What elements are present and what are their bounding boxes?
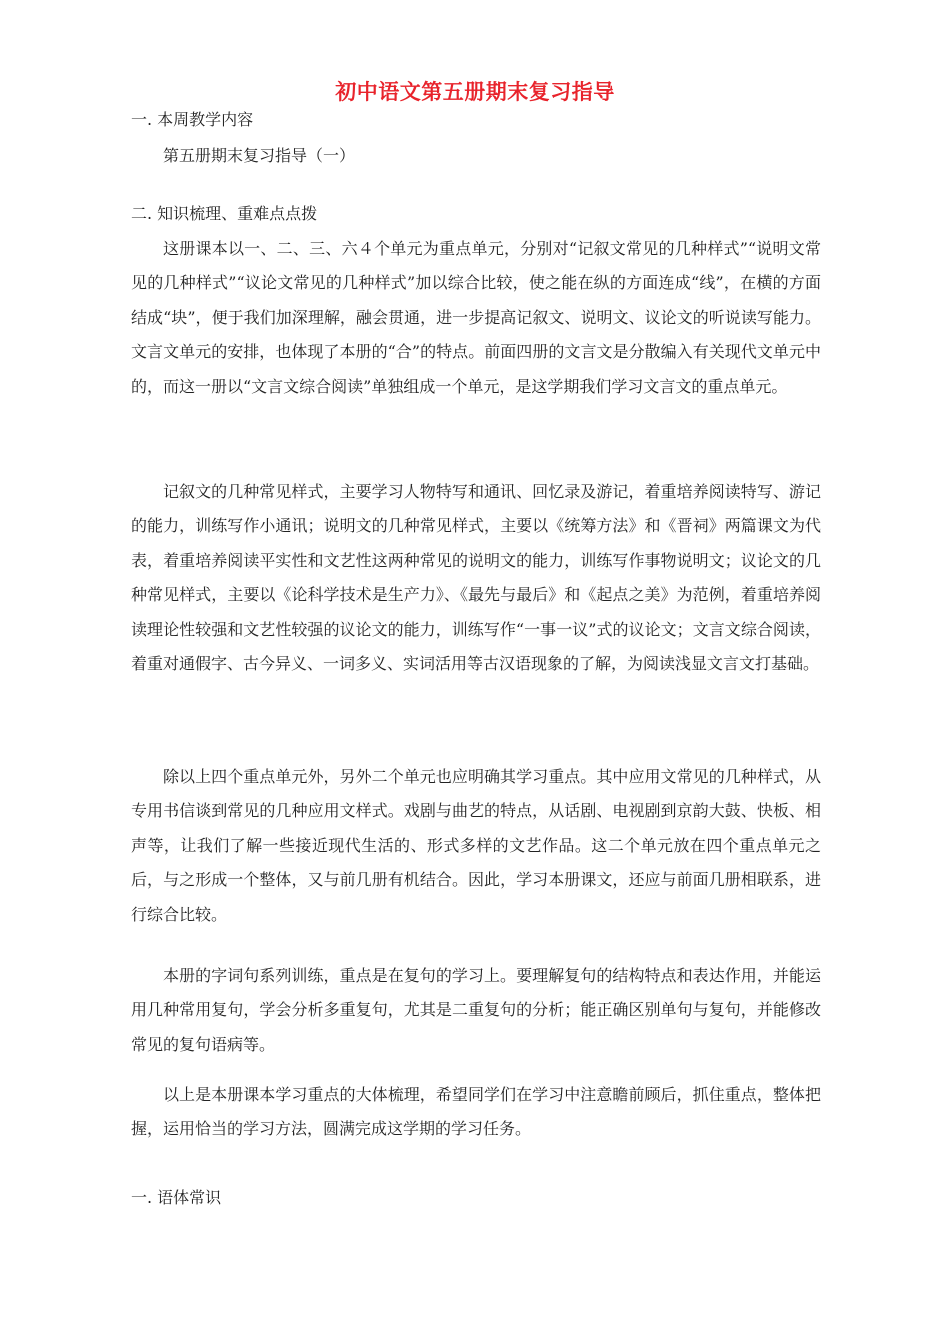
section-subtitle: 第五册期末复习指导（一） [163,146,356,165]
paragraph: 除以上四个重点单元外，另外二个单元也应明确其学习重点。其中应用文常见的几种样式，从专用书信谈到常见的几种应用文样式。戏剧与曲艺的特点，从话剧、电视剧到京韵大鼓、快板、相声等，让我们了解一些接近现代生活的、形式多样的文艺作品。这二个单元放在四个重点单元之后，与之形成一个整体，又与前几册有机结合。因此，学习本册课文，还应与前面几册相联系，进行综合比较。 [131,767,821,924]
section-heading-style-knowledge: 一. 语体常识 [131,1188,222,1207]
section-heading-teaching-content: 一. 本周教学内容 [131,110,254,129]
document-title: 初中语文第五册期末复习指导 [335,80,615,104]
paragraph: 以上是本册课本学习重点的大体梳理，希望同学们在学习中注意瞻前顾后，抓住重点，整体把握，运用恰当的学习方法，圆满完成这学期的学习任务。 [131,1085,821,1139]
section-heading-knowledge: 二. 知识梳理、重难点点拨 [131,204,318,223]
paragraph: 本册的字词句系列训练，重点是在复句的学习上。要理解复句的结构特点和表达作用，并能运用几种常用复句，学会分析多重复句，尤其是二重复句的分析；能正确区别单句与复句，并能修改常见的复句语病等。 [131,966,821,1054]
paragraph: 这册课本以一、二、三、六４个单元为重点单元，分别对“记叙文常见的几种样式”“说明文常见的几种样式”“议论文常见的几种样式”加以综合比较，使之能在纵的方面连成“线”，在横的方面结成“块”，便于我们加深理解，融会贯通，进一步提高记叙文、说明文、议论文的听说读写能力。文言文单元的安排，也体现了本册的“合”的特点。前面四册的文言文是分散编入有关现代文单元中的，而这一册以“文言文综合阅读”单独组成一个单元，是这学期我们学习文言文的重点单元。 [131,239,821,396]
paragraph: 记叙文的几种常见样式，主要学习人物特写和通讯、回忆录及游记，着重培养阅读特写、游记的能力，训练写作小通讯；说明文的几种常见样式，主要以《统筹方法》和《晋祠》两篇课文为代表，着重培养阅读平实性和文艺性这两种常见的说明文的能力，训练写作事物说明文；议论文的几种常见样式，主要以《论科学技术是生产力》、《最先与最后》和《起点之美》为范例，着重培养阅读理论性较强和文艺性较强的议论文的能力，训练写作“一事一议”式的议论文；文言文综合阅读，着重对通假字、古今异义、一词多义、实词活用等古汉语现象的了解，为阅读浅显文言文打基础。 [131,482,821,674]
